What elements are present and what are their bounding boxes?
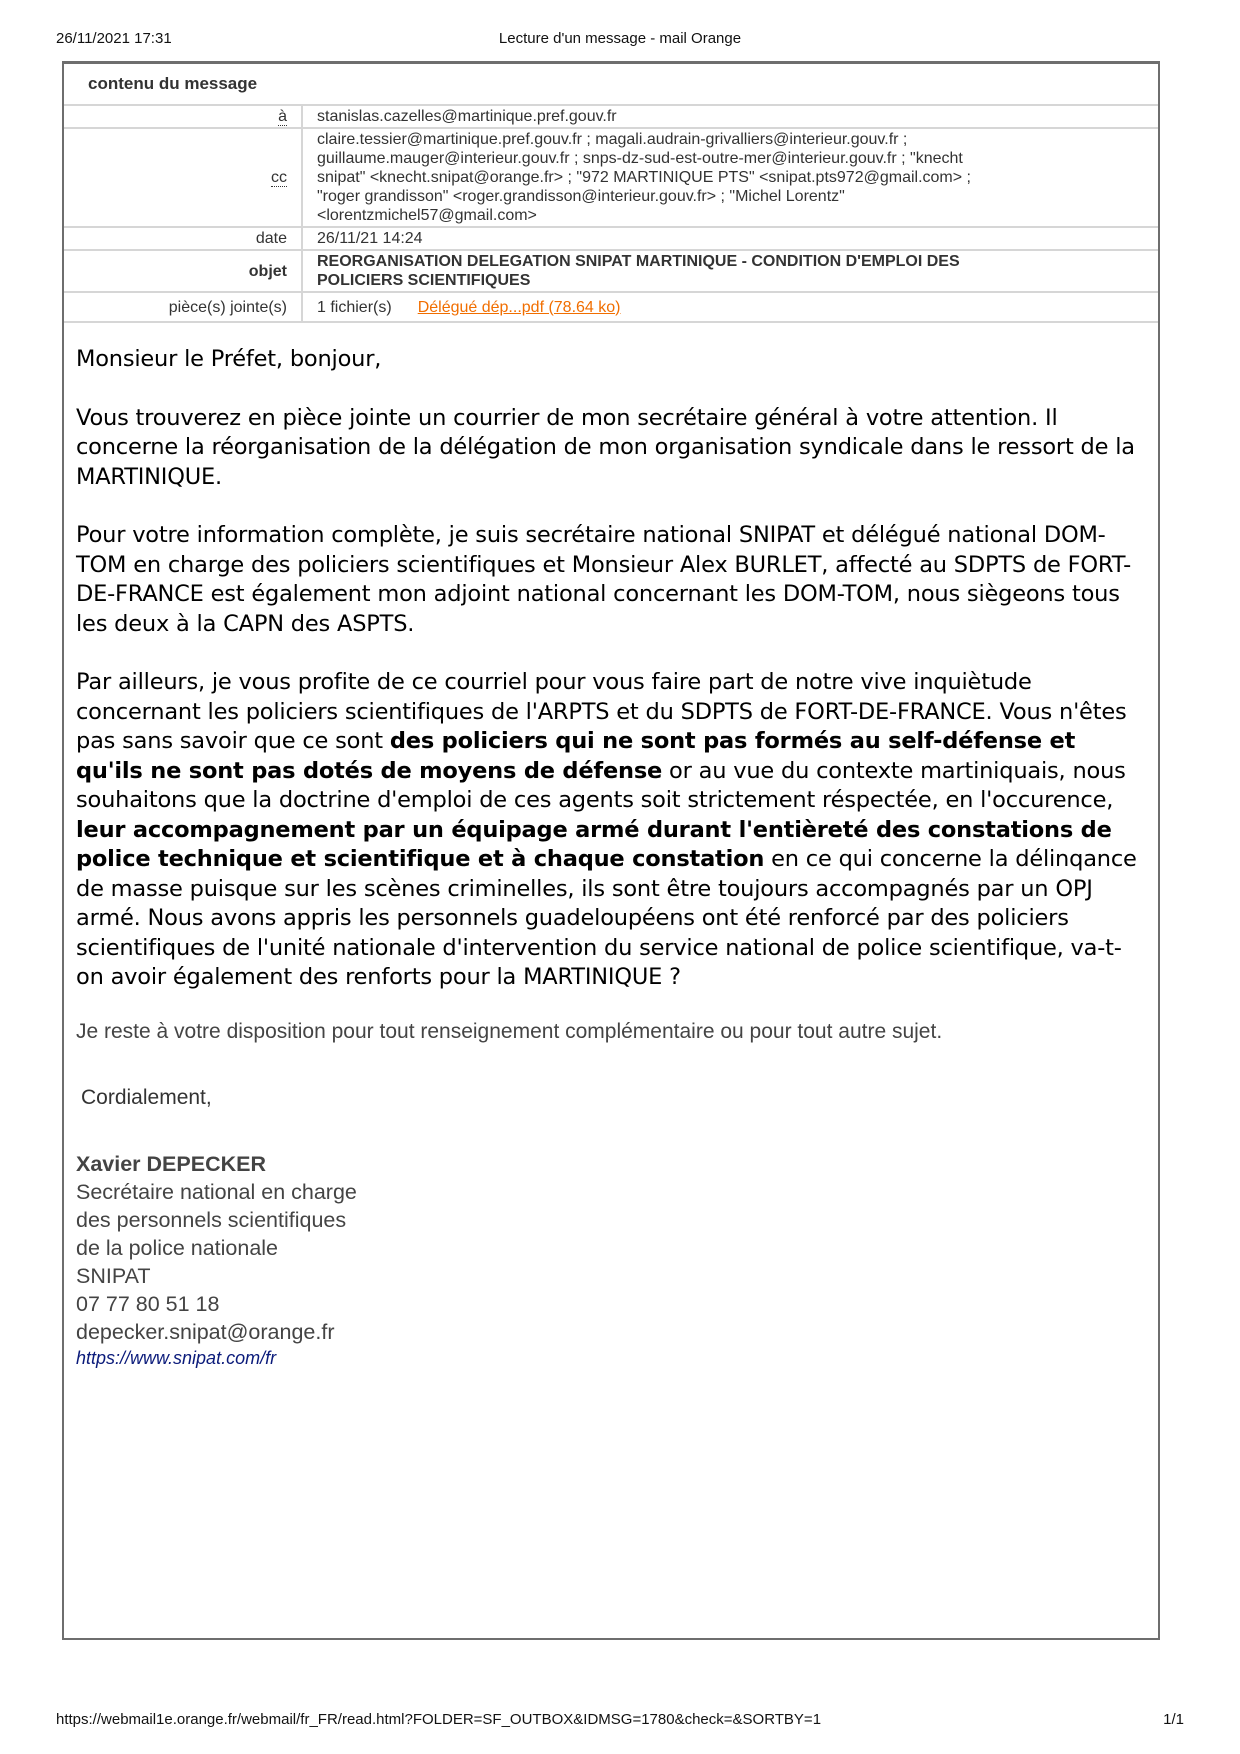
cc-label: cc	[64, 128, 302, 227]
subject-line: REORGANISATION DELEGATION SNIPAT MARTINIQUE - CONDITION D'EMPLOI DES	[317, 253, 960, 270]
cc-line: snipat" <knecht.snipat@orange.fr> ; "972 MARTINIQUE PTS" <snipat.pts972@gmail.com> ;	[317, 169, 971, 186]
signature-line: Secrétaire national en charge	[76, 1179, 357, 1204]
paragraph-1: Vous trouverez en pièce jointe un courrier de mon secrétaire général à votre attention. Il concerne la réorganisation de la délégation de mon organisation syndicale dans le ressort de la MARTINIQUE.	[76, 404, 1135, 490]
attachment-link[interactable]: Délégué dép...pdf (78.64 ko)	[417, 298, 621, 316]
paragraph-3	[76, 668, 1148, 993]
print-header	[56, 30, 1184, 50]
signature-line: de la police nationale	[76, 1235, 279, 1260]
subject-label: objet	[64, 250, 302, 292]
message-frame	[62, 61, 1160, 1640]
p3-segment: en ce qui concerne la délinqance de masse puisque sur les scènes criminelles, ils sont être toujours accompagnés par un OPJ armé. Nous avons appris les personnels guadeloupéens ont été renforcé par des policiers scientifiques de l'unité nationale d'intervention du service national de police scientifique, va-t-on avoir également des renforts pour la MARTINIQUE ?	[76, 846, 1137, 990]
date-value: 26/11/21 14:24	[302, 227, 1158, 250]
cc-line: "roger grandisson" <roger.grandisson@interieur.gouv.fr> ; "Michel Lorentz"	[317, 188, 845, 205]
cc-line: <lorentzmichel57@gmail.com>	[317, 207, 537, 224]
attachments-label: pièce(s) jointe(s)	[64, 292, 302, 322]
date-label: date	[64, 227, 302, 250]
section-title: contenu du message	[64, 64, 1158, 106]
p3-segment: or au vue du contexte martiniquais, nous souhaitons que la doctrine d'emploi de ces agents soit strictement réspectée, en l'occurence,	[76, 757, 1126, 813]
p3-segment-bold: leur accompagnement par un équipage armé durant l'entièreté des constations de police technique et scientifique et à chaque constation	[76, 816, 1112, 872]
attachments-value	[302, 292, 1158, 322]
print-page-title: Lecture d'un message - mail Orange	[498, 30, 742, 47]
message-body	[64, 323, 1158, 1370]
cc-line: claire.tessier@martinique.pref.gouv.fr ; magali.audrain-grivalliers@interieur.gouv.fr ;	[317, 131, 908, 148]
attachments-count: 1 fichier(s)	[317, 298, 392, 316]
p3-segment-bold: des policiers qui ne sont pas formés au self-défense et qu'ils ne sont pas dotés de moyens de défense	[76, 728, 1076, 784]
signature-line: SNIPAT	[76, 1263, 151, 1288]
p3-segment: Par ailleurs, je vous profite de ce courriel pour vous faire part de notre vive inquiètude concernant les policiers scientifiques de l'ARPTS et du SDPTS de FORT-DE-FRANCE. Vous n'êtes pas sans savoir que ce sont	[76, 669, 1127, 754]
subject-row	[64, 250, 1158, 292]
print-datetime: 26/11/2021 17:31	[56, 30, 172, 47]
subject-line: POLICIERS SCIENTIFIQUES	[317, 272, 531, 289]
cc-value[interactable]	[302, 128, 1158, 227]
to-row	[64, 106, 1158, 128]
cc-line: guillaume.mauger@interieur.gouv.fr ; snps-dz-sud-est-outre-mer@interieur.gouv.fr ; "knecht	[317, 150, 963, 167]
to-value[interactable]: stanislas.cazelles@martinique.pref.gouv.fr	[302, 106, 1158, 128]
signature-line: des personnels scientifiques	[76, 1207, 347, 1232]
cc-row	[64, 128, 1158, 227]
subject-value	[302, 250, 1158, 292]
signature-url-link[interactable]: https://www.snipat.com/fr	[76, 1347, 277, 1368]
attachments-row	[64, 292, 1158, 322]
cordialement: Cordialement,	[81, 1085, 212, 1109]
signature	[76, 1150, 1148, 1370]
paragraph-2: Pour votre information complète, je suis secrétaire national SNIPAT et délégué national DOM-TOM en charge des policiers scientifiques et Monsieur Alex BURLET, affecté au SDPTS de FORT-DE-FRANCE est également mon adjoint national concernant les DOM-TOM, nous siègeons tous les deux à la CAPN des ASPTS.	[76, 522, 1132, 637]
signature-email[interactable]: depecker.snipat@orange.fr	[76, 1319, 335, 1344]
date-row	[64, 227, 1158, 250]
page-number: 1/1	[1163, 1711, 1184, 1728]
to-label: à	[64, 106, 302, 128]
message-headers	[64, 106, 1158, 323]
closing-paragraph: Je reste à votre disposition pour tout renseignement complémentaire ou pour tout autre sujet.	[76, 1019, 943, 1043]
print-url: https://webmail1e.orange.fr/webmail/fr_FR/read.html?FOLDER=SF_OUTBOX&IDMSG=1780&check=&SORTBY=1	[56, 1711, 822, 1728]
signature-phone: 07 77 80 51 18	[76, 1291, 220, 1316]
signature-name: Xavier DEPECKER	[76, 1151, 266, 1176]
greeting: Monsieur le Préfet, bonjour,	[76, 346, 382, 372]
